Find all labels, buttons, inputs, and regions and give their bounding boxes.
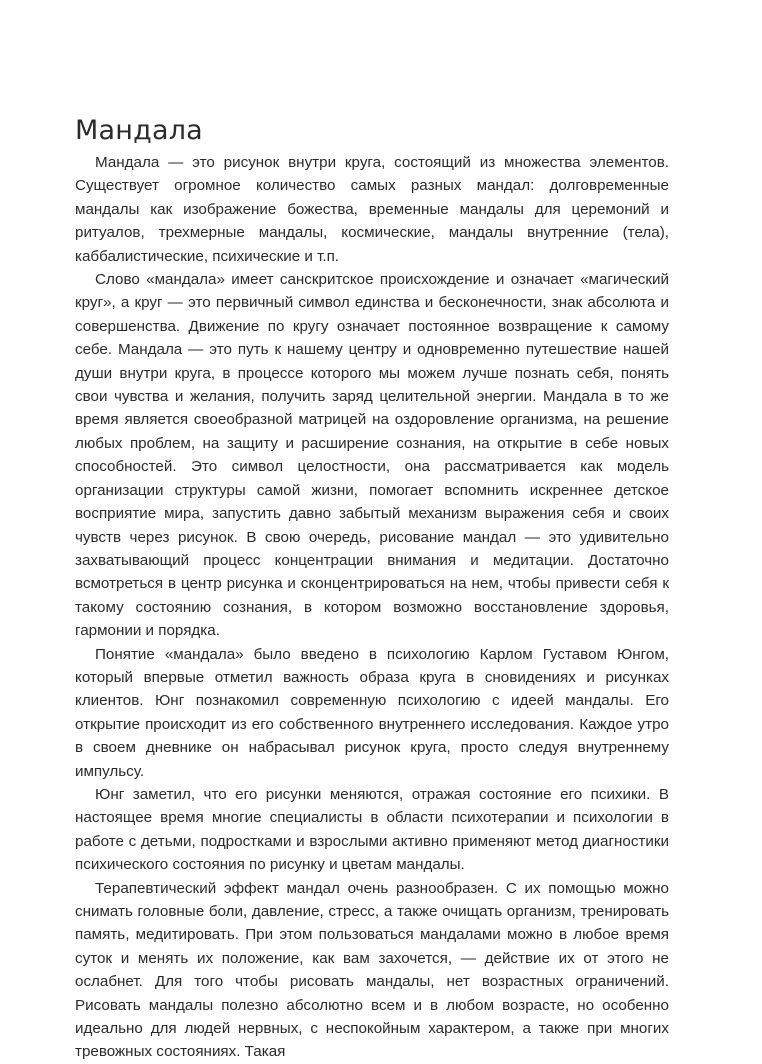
page-title: Мандала <box>75 115 203 146</box>
paragraph-jung-introduction: Понятие «мандала» было введено в психологию Карлом Густавом Юнгом, который впервые отметил важность образа круга в сновидениях и рисунках клиентов. Юнг познакомил современную психологию с идеей мандалы. Его открытие происходит из его собственного внутреннего исследования. Каждое утро в своем дневнике он набрасывал рисунок круга, просто следуя внутреннему импульсу. <box>75 645 669 780</box>
paragraph-definition: Мандала — это рисунок внутри круга, состоящий из множества элементов. Существует огромное количество самых разных мандал: долговременные мандалы как изображение божества, временные мандалы для церемоний и ритуалов, трехмерные мандалы, космические, мандалы внутренние (тела), каббалистические, психические и т.п. <box>75 154 669 265</box>
paragraph-etymology: Слово «мандала» имеет санскритское происхождение и означает «магический круг», а круг — это первичный символ единства и бесконечности, знак абсолюта и совершенства. Движение по кругу означает постоянное возвращение к самому себе. Мандала — это путь к нашему центру и одновременно путешествие нашей души внутри круга, в процессе которого мы можем лучше познать себя, понять свои чувства и желания, получить заряд целительной энергии. Мандала в то же время является своеобразной матрицей на оздоровление организма, на решение любых проблем, на защиту и расширение сознания, на открытие в себе новых способностей. Это символ целостности, она рассматривается как модель организации структуры самой жизни, помогает вспомнить искреннее детское восприятие мира, запустить давно забытый механизм выражения себя и своих чувств через рисунок. В свою очередь, рисование мандал — это удивительно захватывающий процесс концентрации внимания и медитации. Достаточно всмотреться в центр рисунка и сконцентрироваться на нем, чтобы привести себя к такому состоянию сознания, в котором возможно восстановление здоровья, гармонии и порядка. <box>75 271 669 640</box>
paragraph-therapeutic-effect: Терапевтический эффект мандал очень разнообразен. С их помощью можно снимать головные боли, давление, стресс, а также очищать организм, тренировать память, медитировать. При этом пользоваться мандалами можно в любое время суток и менять их положение, как вам захочется, — действие их от этого не ослабнет. Для того чтобы рисовать мандалы, нет возрастных ограничений. Рисовать мандалы полезно абсолютно всем и в любом возрасте, но особенно идеально для людей нервных, с неспокойным характером, а также при многих тревожных состояниях. Такая <box>75 879 669 1061</box>
paragraph-jung-observation: Юнг заметил, что его рисунки меняются, отражая состояние его психики. В настоящее время многие специалисты в области психотерапии и психологии в работе с детьми, подростками и взрослыми активно применяют метод диагностики психического состояния по рисунку и цветам мандалы. <box>75 785 669 874</box>
article-body <box>75 151 669 1064</box>
